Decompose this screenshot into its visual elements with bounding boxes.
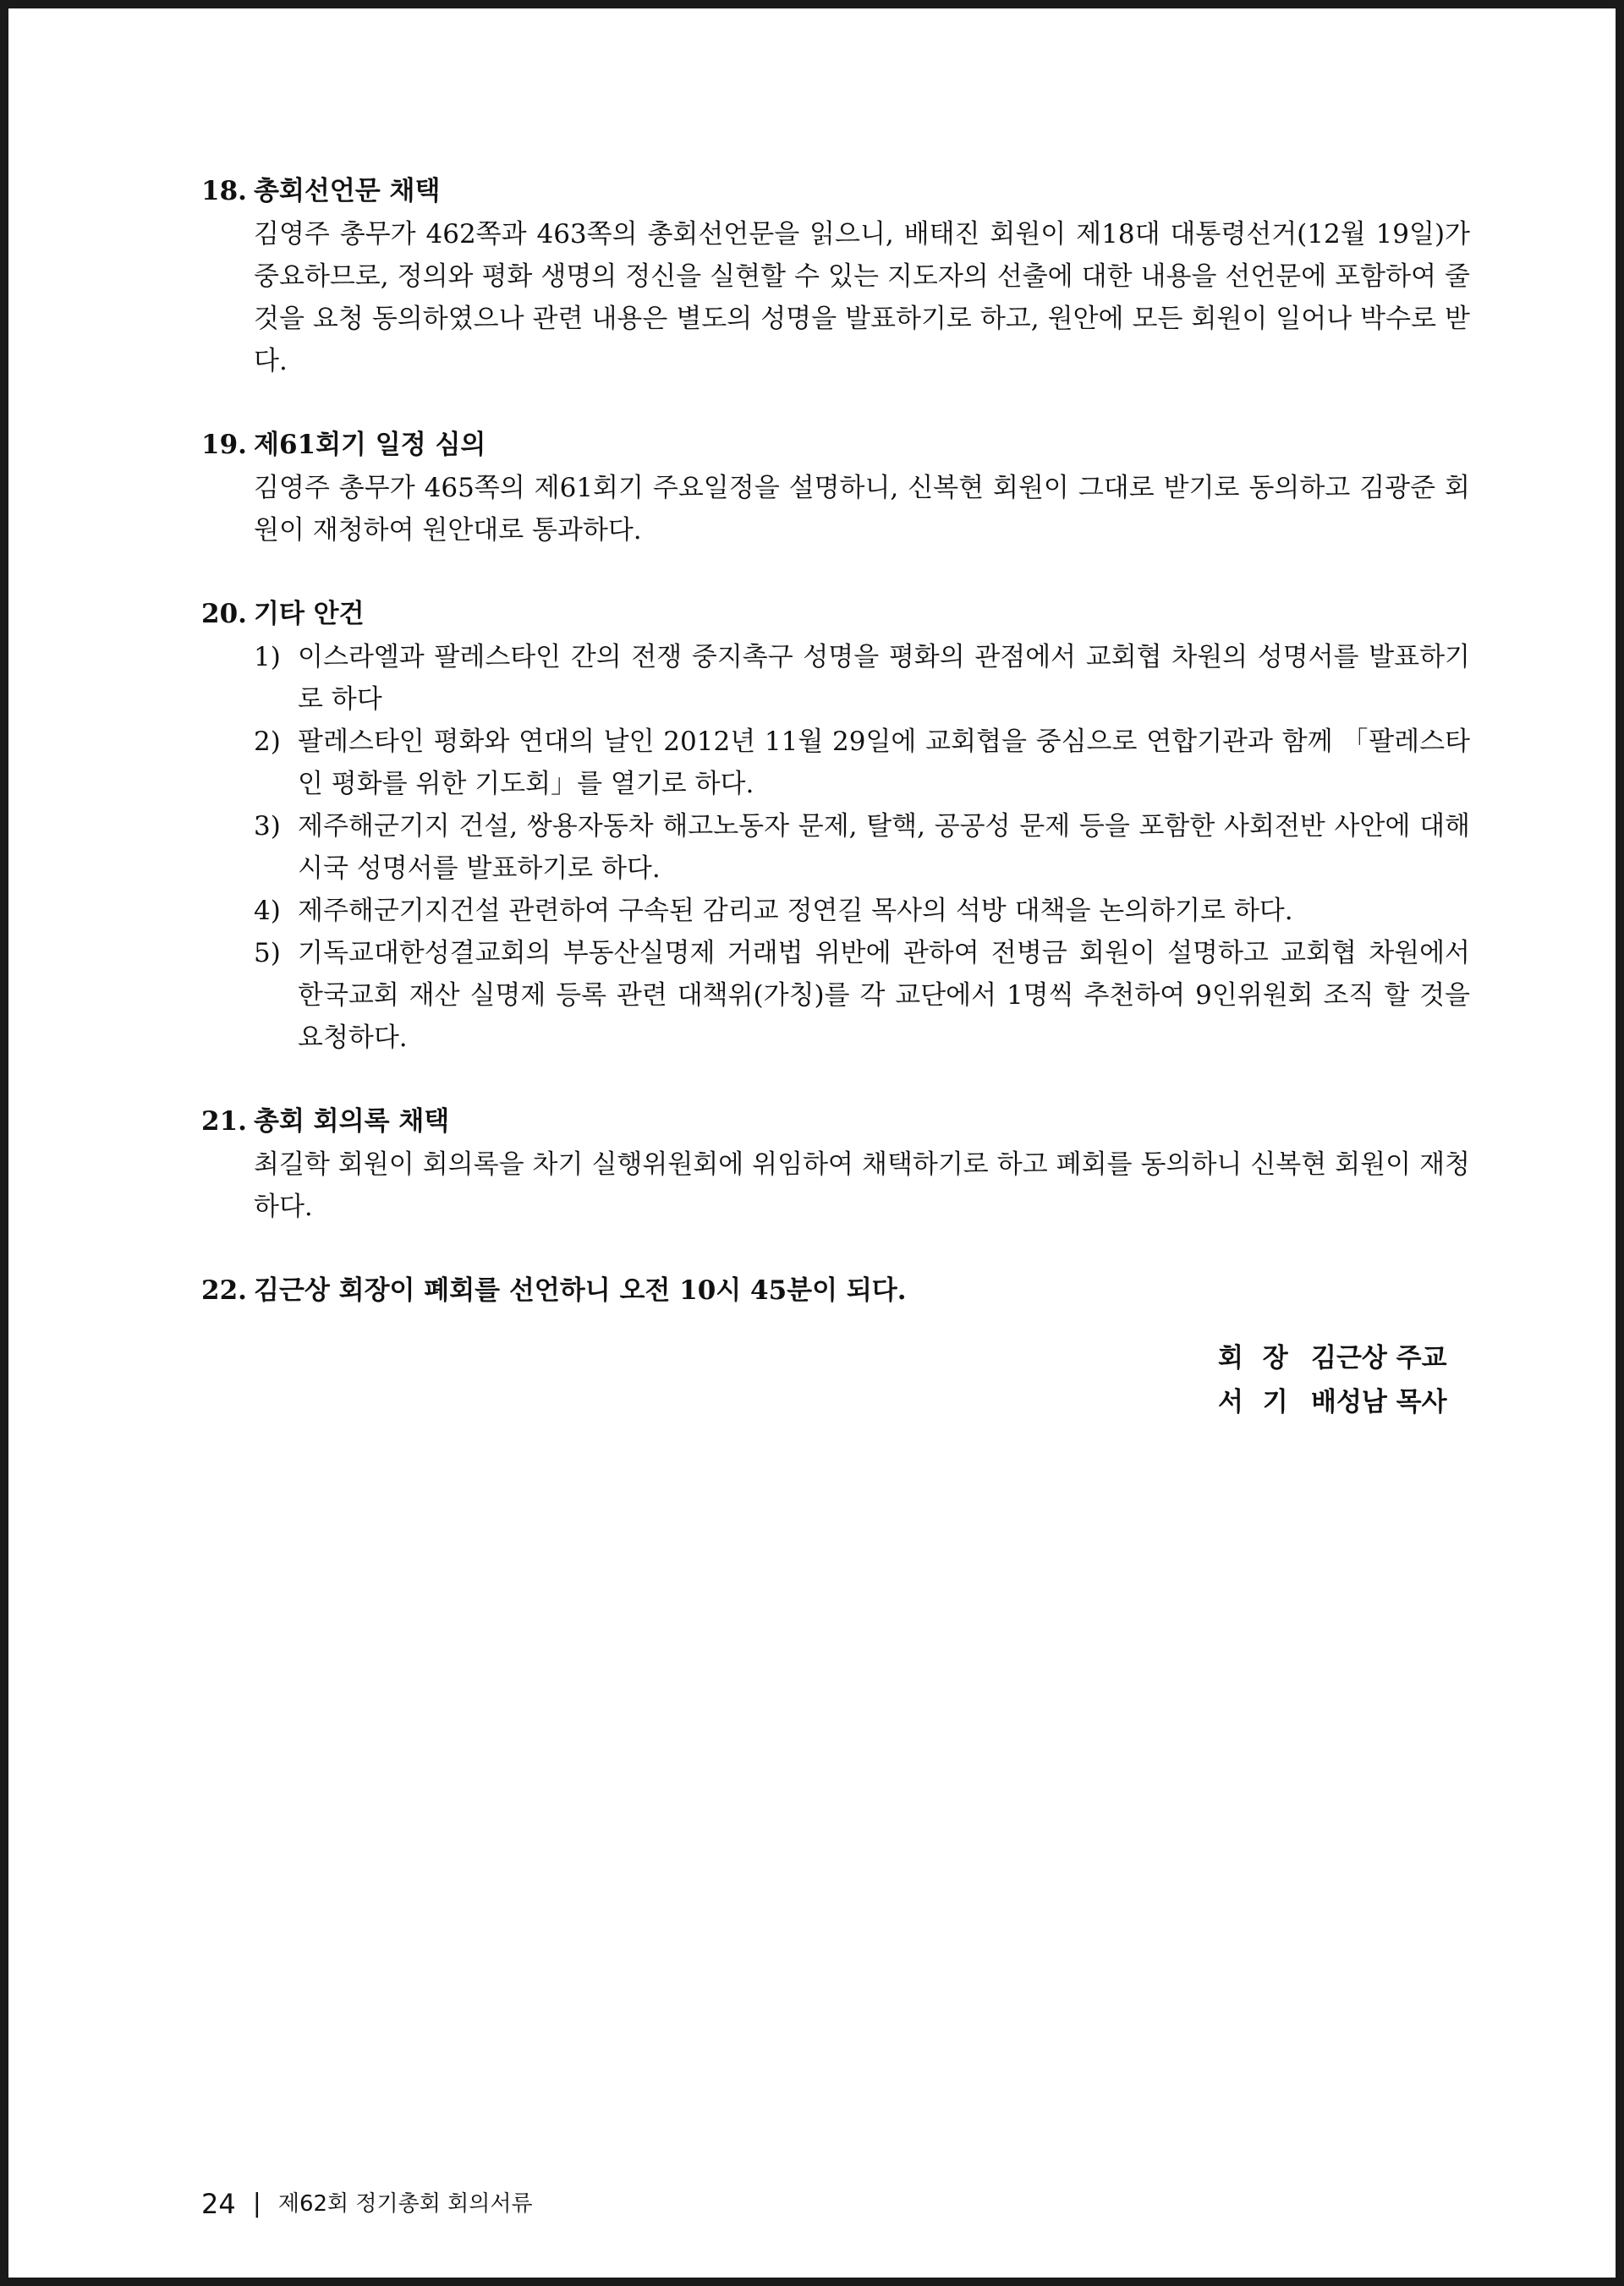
section-number: 20.	[201, 599, 247, 629]
section-heading	[201, 169, 1470, 213]
list-item-text: 팔레스타인 평화와 연대의 날인 2012년 11월 29일에 교회협을 중심으로 연합기관과 함께 「팔레스타인 평화를 위한 기도회」를 열기로 하다.	[298, 726, 1470, 799]
list-item-number: 2)	[254, 726, 281, 757]
list-item-number: 5)	[254, 938, 281, 968]
list-item-number: 3)	[254, 811, 281, 841]
section-number: 22.	[201, 1275, 247, 1306]
list-item	[254, 805, 1470, 890]
section-number: 21.	[201, 1106, 247, 1137]
page-number: 24	[201, 2188, 236, 2220]
list-item-text: 기독교대한성결교회의 부동산실명제 거래법 위반에 관하여 전병금 회원이 설명하고 교회협 차원에서 한국교회 재산 실명제 등록 관련 대책위(가칭)를 각 교단에서 1명씩 추천하여 9인위원회 조직 할 것을 요청하다.	[298, 938, 1470, 1053]
section-title-text: 총회선언문 채택	[254, 176, 441, 206]
list-item-number: 1)	[254, 642, 281, 672]
section-18	[201, 169, 1470, 382]
list-item-text: 제주해군기지건설 관련하여 구속된 감리교 정연길 목사의 석방 대책을 논의하기로 하다.	[298, 896, 1293, 926]
closing-statement	[201, 1269, 1470, 1313]
document-title: 제62회 정기총회 회의서류	[277, 2191, 533, 2217]
signature-block	[1218, 1336, 1472, 1424]
section-heading	[201, 1099, 1470, 1143]
section-body-text: 김영주 총무가 465쪽의 제61회기 주요일정을 설명하니, 신복현 회원이 그대로 받기로 동의하고 김광준 회원이 재청하여 원안대로 통과하다.	[254, 473, 1470, 545]
signature-name: 김근상 주교	[1311, 1343, 1447, 1373]
section-body-text: 김영주 총무가 462쪽과 463쪽의 총회선언문을 읽으니, 배태진 회원이 제18대 대통령선거(12월 19일)가 중요하므로, 정의와 평화 생명의 정신을 실현할 수 있는 지도자의 선출에 대한 내용을 선언문에 포함하여 줄 것을 요청 동의하였으나 관련 내용은 별도의 성명을 발표하기로 하고, 원안에 모든 회원이 일어나 박수로 받다.	[254, 219, 1470, 376]
signature-name: 배성남 목사	[1311, 1387, 1447, 1417]
section-title-text: 기타 안건	[254, 599, 365, 629]
agenda-item-list	[254, 636, 1470, 1059]
section-title-text: 총회 회의록 채택	[254, 1106, 450, 1137]
list-item	[254, 932, 1470, 1059]
section-body-text: 최길학 회원이 회의록을 차기 실행위원회에 위임하여 채택하기로 하고 폐회를 동의하니 신복현 회원이 재청하다.	[254, 1149, 1470, 1222]
section-19	[201, 423, 1470, 551]
section-20	[201, 592, 1470, 1059]
section-number: 19.	[201, 430, 247, 460]
document-body	[201, 169, 1470, 1339]
signature-row-chairman	[1218, 1336, 1472, 1380]
signature-role: 회 장	[1218, 1343, 1293, 1373]
list-item	[254, 721, 1470, 805]
section-number: 18.	[201, 176, 247, 206]
list-item	[254, 636, 1470, 721]
signature-role: 서 기	[1218, 1387, 1293, 1417]
list-item-text: 이스라엘과 팔레스타인 간의 전쟁 중지촉구 성명을 평화의 관점에서 교회협 차원의 성명서를 발표하기로 하다	[298, 642, 1470, 715]
section-heading	[201, 592, 1470, 636]
footer-separator: |	[252, 2189, 261, 2218]
list-item-number: 4)	[254, 896, 281, 926]
list-item	[254, 890, 1470, 932]
section-21	[201, 1099, 1470, 1228]
list-item-text: 제주해군기지 건설, 쌍용자동차 해고노동자 문제, 탈핵, 공공성 문제 등을 포함한 사회전반 사안에 대해 시국 성명서를 발표하기로 하다.	[298, 811, 1470, 884]
closing-text: 김근상 회장이 폐회를 선언하니 오전 10시 45분이 되다.	[254, 1275, 907, 1306]
signature-row-secretary	[1218, 1380, 1472, 1424]
page-footer	[201, 2187, 533, 2221]
section-title-text: 제61회기 일정 심의	[254, 430, 486, 460]
section-heading	[201, 423, 1470, 467]
